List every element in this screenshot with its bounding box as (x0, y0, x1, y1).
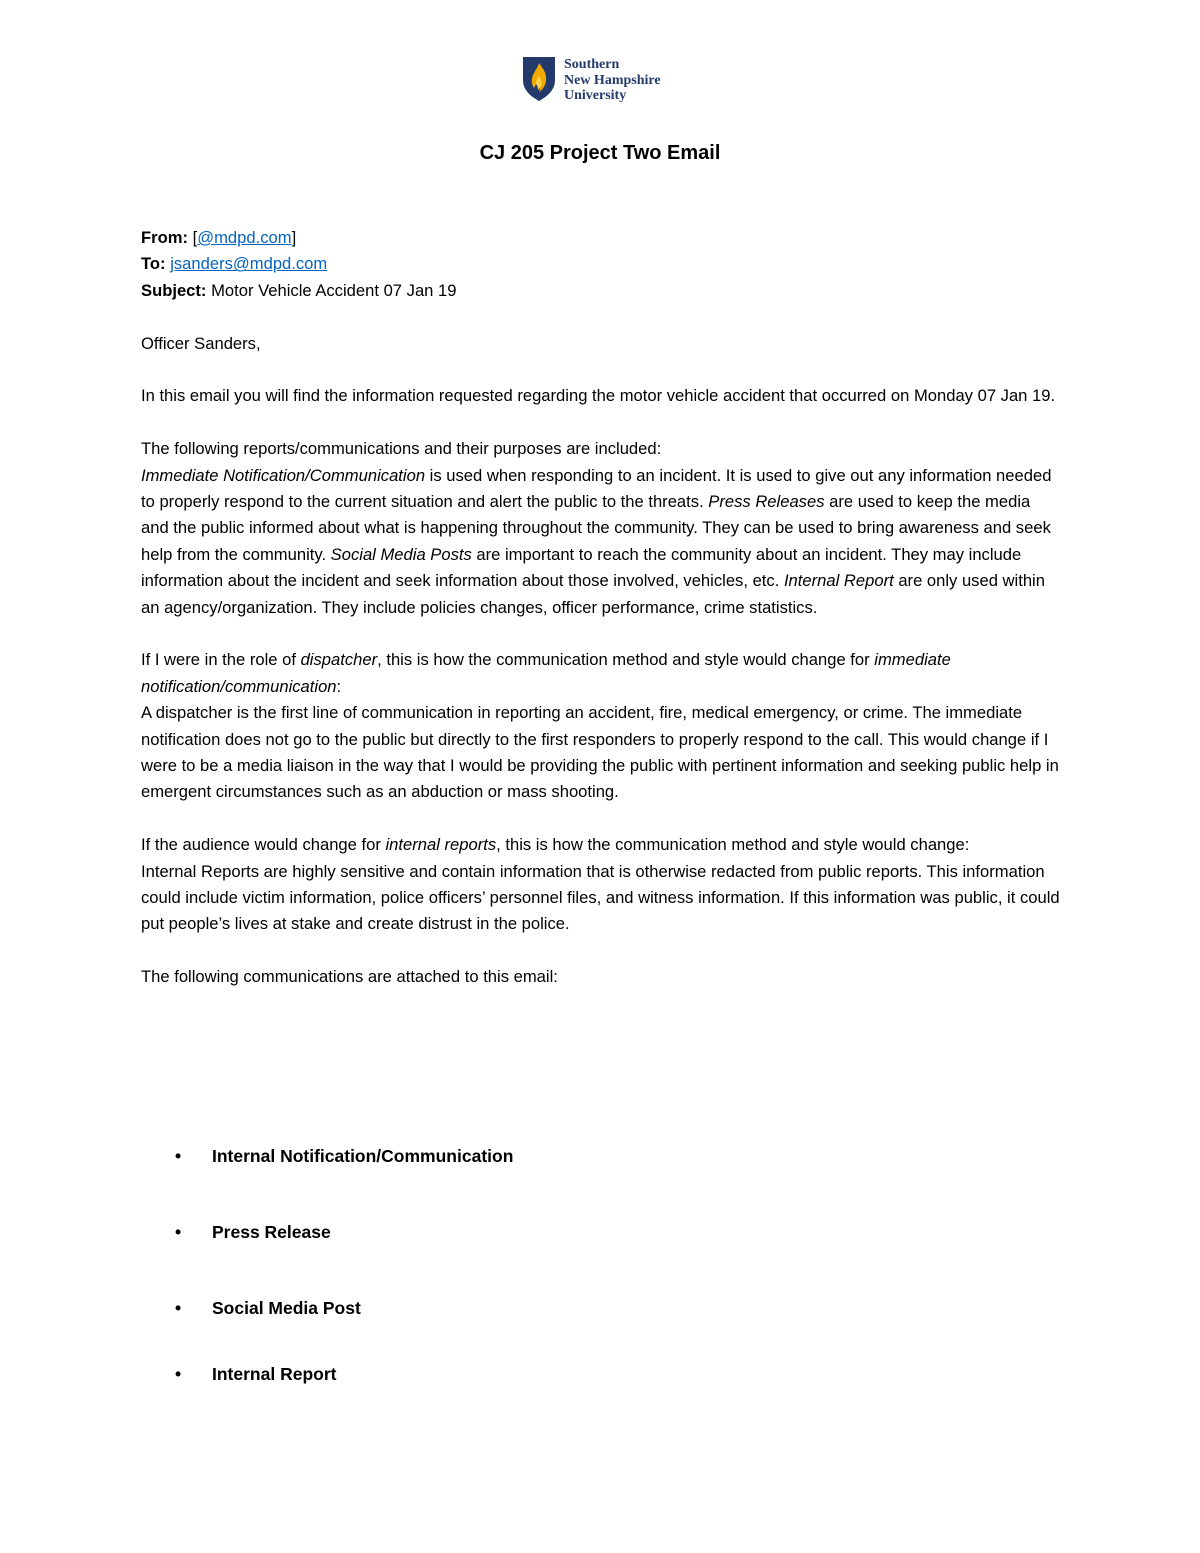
term-social-media-posts: Social Media Posts (330, 544, 472, 564)
term-internal-report: Internal Report (783, 571, 894, 591)
logo-line-1: Southern (564, 57, 620, 72)
to-line (141, 251, 1061, 277)
purpose-text-1: is used when responding to an incident. It is used to give out any information needed to properly respond to the current situation and alert the public to the threats. (141, 465, 1052, 512)
internal-lead (141, 832, 1061, 858)
internal-lead-b: , this is how the communication method and style would change: (496, 835, 970, 855)
list-item (175, 1146, 513, 1167)
dispatcher-lead-b: , this is how the communication method and style would change for (377, 650, 875, 670)
internal-body: Internal Reports are highly sensitive and contain information that is otherwise redacted from public reports. This information could include victim information, police officers’ personnel files, and witness information. If this information was public, it could put people’s lives at stake and create distrust in the police. (141, 861, 1060, 934)
email-body (141, 225, 1061, 1017)
attachment-internal-report: Internal Report (212, 1364, 337, 1384)
snhu-shield-icon (522, 56, 556, 102)
attachment-social-media-post: Social Media Post (212, 1298, 361, 1318)
from-label: From: (141, 228, 189, 247)
document-title: CJ 205 Project Two Email (479, 142, 721, 164)
dispatcher-lead (141, 647, 1061, 700)
term-press-releases: Press Releases (708, 492, 825, 512)
dispatcher-lead-c: : (336, 676, 342, 696)
logo-line-2: New Hampshire (564, 72, 661, 88)
purposes-lead: The following reports/communications and their purposes are included: (141, 439, 662, 459)
from-email-link[interactable]: @mdpd.com (197, 228, 292, 247)
purposes-paragraph (141, 463, 1061, 621)
subject-label: Subject: (141, 280, 207, 300)
dispatcher-type: immediate notification/communication (141, 650, 951, 696)
list-item (175, 1298, 361, 1319)
subject-value: Motor Vehicle Accident 07 Jan 19 (211, 280, 457, 300)
to-label: To: (141, 254, 166, 274)
attachments-lead: The following communications are attached to this email: (141, 967, 558, 987)
from-close-bracket: ] (291, 228, 297, 247)
from-open-bracket: [ (192, 228, 198, 247)
logo-wordmark (564, 57, 661, 104)
bullet-icon: • (175, 1364, 182, 1384)
bullet-icon: • (175, 1222, 182, 1242)
purpose-text-2: are used to keep the media and the public informed about what is happening throughout the community. They can be used to bring awareness and seek help from the community. (141, 492, 1051, 564)
dispatcher-role: dispatcher (300, 650, 378, 670)
purpose-text-4: are only used within an agency/organization. They include policies changes, officer performance, crime statistics. (141, 571, 1045, 617)
attachment-internal-notification: Internal Notification/Communication (212, 1146, 514, 1166)
internal-lead-a: If the audience would change for (141, 835, 386, 855)
list-item (175, 1364, 336, 1385)
bullet-icon: • (175, 1298, 182, 1318)
from-line (141, 225, 1061, 251)
subject-line (141, 278, 1061, 304)
purpose-text-3: are important to reach the community about an incident. They may include information about the incident and seek information about those involved, vehicles, etc. (141, 544, 1022, 591)
greeting: Officer Sanders, (141, 333, 261, 353)
to-email-link[interactable]: jsanders@mdpd.com (170, 254, 328, 274)
university-logo (522, 56, 661, 104)
internal-type: internal reports (385, 835, 497, 855)
dispatcher-lead-a: If I were in the role of (141, 650, 301, 670)
list-item (175, 1222, 331, 1243)
email-header (141, 225, 1061, 304)
dispatcher-body: A dispatcher is the first line of communication in reporting an accident, fire, medical emergency, or crime. The immediate notification does not go to the public but directly to the first responders to properly respond to the call. This would change if I were to be a media liaison in the way that I would be providing the public with pertinent information and seeking public help in emergent circumstances such as an abduction or mass shooting. (141, 703, 1059, 802)
term-immediate-notification: Immediate Notification/Communication (141, 465, 426, 485)
bullet-icon: • (175, 1146, 182, 1166)
logo-line-3: University (564, 88, 627, 103)
attachment-press-release: Press Release (212, 1222, 331, 1242)
intro-paragraph: In this email you will find the information requested regarding the motor vehicle accident that occurred on Monday 07 Jan 19. (141, 386, 1056, 406)
